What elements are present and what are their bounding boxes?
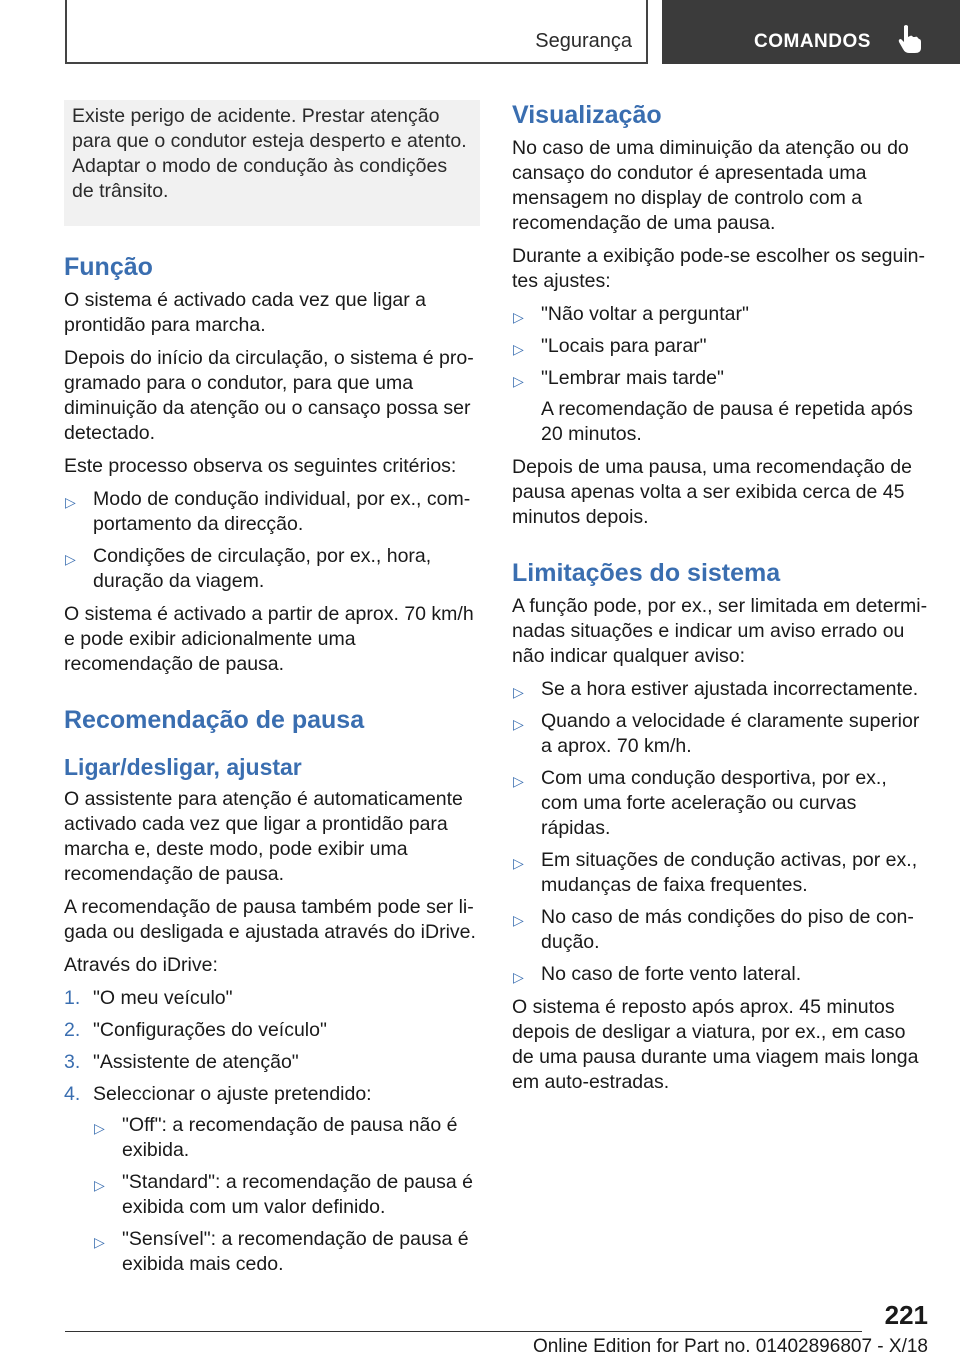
list-item-text: Condições de circulação, por ex., hora, duração da viagem. [93, 545, 432, 592]
criteria-list [64, 487, 480, 594]
paragraph: O sistema é reposto após aprox. 45 minutos depois de desligar a viatura, por ex., em caso de uma pausa durante uma viagem mais longa em auto-estradas. [512, 996, 919, 1093]
footer-divider [65, 1331, 862, 1332]
step-text: Seleccionar o ajuste pretendido: [93, 1083, 372, 1105]
page-number: 221 [884, 1300, 928, 1330]
list-item [512, 848, 928, 898]
triangle-bullet-icon: ▷ [513, 373, 524, 389]
right-column [512, 100, 928, 1103]
triangle-bullet-icon: ▷ [513, 773, 524, 789]
step-text: "Assistente de atenção" [93, 1051, 299, 1073]
step-item [64, 1018, 480, 1043]
list-item [512, 962, 928, 987]
triangle-bullet-icon: ▷ [65, 551, 76, 567]
triangle-bullet-icon: ▷ [94, 1234, 105, 1250]
paragraph: Depois do início da circulação, o sistema é programado para o condutor, para que uma diminuição da atenção ou o cansaço possa ser detectado. [64, 347, 474, 444]
list-item [512, 709, 928, 759]
list-item-text: "Off": a recomendação de pausa não é exibida. [122, 1114, 458, 1161]
step-text: "O meu veículo" [93, 987, 233, 1009]
chapter-tab [662, 0, 960, 64]
paragraph: Através do iDrive: [64, 954, 218, 976]
triangle-bullet-icon: ▷ [513, 912, 524, 928]
paragraph: O sistema é activado a partir de aprox. 70 km/h e pode exibir adicionalmente uma recomendação de pausa. [64, 603, 474, 675]
warning-text: Existe perigo de acidente. Prestar atenção para que o condutor esteja desperto e atento. Adaptar o modo de condução às condições de trânsito. [72, 105, 467, 202]
subheading-ligar-desligar: Ligar/desligar, ajustar [64, 754, 302, 780]
display-options-list [512, 302, 928, 391]
triangle-bullet-icon: ▷ [65, 494, 76, 510]
list-item [512, 766, 928, 841]
list-item-text: Com uma condução desportiva, por ex., com uma forte aceleração ou curvas rápidas. [541, 767, 887, 839]
triangle-bullet-icon: ▷ [513, 855, 524, 871]
heading-recomendacao: Recomendação de pausa [64, 706, 365, 734]
list-item [93, 1227, 480, 1277]
step-text: "Configurações do veículo" [93, 1019, 327, 1041]
edition-note: Online Edition for Part no. 01402896807 - X/18 [532, 1336, 928, 1357]
triangle-bullet-icon: ▷ [94, 1177, 105, 1193]
paragraph: Durante a exibição pode-se escolher os seguintes ajustes: [512, 245, 926, 292]
list-item-text: "Não voltar a perguntar" [541, 303, 749, 325]
step-number: 2. [64, 1019, 81, 1041]
step-item [64, 986, 480, 1011]
paragraph: O assistente para atenção é automaticamente activado cada vez que ligar a prontidão para marcha e, deste modo, pode exibir uma recomendação de pausa. [64, 788, 463, 885]
list-item-text: "Sensível": a recomendação de pausa é exibida mais cedo. [122, 1228, 469, 1275]
left-column [64, 100, 480, 1285]
paragraph: A recomendação de pausa também pode ser ligada ou desligada e ajustada através do iDrive. [64, 896, 476, 943]
step-number: 4. [64, 1083, 81, 1105]
triangle-bullet-icon: ▷ [513, 969, 524, 985]
list-item [93, 1170, 480, 1220]
list-item-text: Se a hora estiver ajustada incorrectamente. [541, 678, 919, 700]
paragraph: Depois de uma pausa, uma recomendação de pausa apenas volta a ser exibida cerca de 45 minutos depois. [512, 456, 912, 528]
triangle-bullet-icon: ▷ [513, 309, 524, 325]
list-item-text: "Locais para parar" [541, 335, 707, 357]
triangle-bullet-icon: ▷ [513, 341, 524, 357]
list-item [512, 677, 928, 702]
paragraph: O sistema é activado cada vez que ligar a prontidão para marcha. [64, 289, 427, 336]
heading-limitacoes: Limitações do sistema [512, 559, 781, 587]
list-item-text: "Standard": a recomendação de pausa é exibida com um valor definido. [122, 1171, 473, 1218]
paragraph: A função pode, por ex., ser limitada em determinadas situações e indicar um aviso errado ou não indicar qualquer aviso: [512, 595, 928, 667]
list-item [64, 487, 480, 537]
list-item-text: Em situações de condução activas, por ex., mudanças de faixa frequentes. [541, 849, 918, 896]
step-item [64, 1082, 480, 1277]
paragraph: Este processo observa os seguintes critérios: [64, 455, 457, 477]
list-item [512, 366, 928, 391]
list-item-text: Modo de condução individual, por ex., comportamento da direcção. [93, 488, 471, 535]
step-item [64, 1050, 480, 1075]
triangle-bullet-icon: ▷ [513, 684, 524, 700]
option-note: A recomendação de pausa é repetida após 20 minutos. [541, 398, 913, 445]
step-number: 3. [64, 1051, 81, 1073]
list-item [93, 1113, 480, 1163]
triangle-bullet-icon: ▷ [94, 1120, 105, 1136]
list-item [64, 544, 480, 594]
idrive-steps [64, 986, 480, 1277]
pointing-hand-icon [898, 24, 922, 54]
section-title: Segurança [535, 30, 632, 52]
step-number: 1. [64, 987, 81, 1009]
list-item [512, 334, 928, 359]
triangle-bullet-icon: ▷ [513, 716, 524, 732]
chapter-title: COMANDOS [754, 31, 871, 52]
warning-box [64, 100, 480, 226]
list-item [512, 905, 928, 955]
list-item-text: "Lembrar mais tarde" [541, 367, 724, 389]
header-section-box [65, 0, 648, 64]
list-item-text: Quando a velocidade é claramente superior a aprox. 70 km/h. [541, 710, 920, 757]
paragraph: No caso de uma diminuição da atenção ou do cansaço do condutor é apresentada uma mensagem no display de controlo com a recomendação de uma pausa. [512, 137, 909, 234]
heading-visualizacao: Visualização [512, 101, 662, 129]
list-item-text: No caso de forte vento lateral. [541, 963, 802, 985]
limitations-list [512, 677, 928, 987]
list-item [512, 302, 928, 327]
list-item-text: No caso de más condições do piso de condução. [541, 906, 914, 953]
heading-funcao: Função [64, 253, 153, 281]
setting-options-list [93, 1113, 480, 1277]
